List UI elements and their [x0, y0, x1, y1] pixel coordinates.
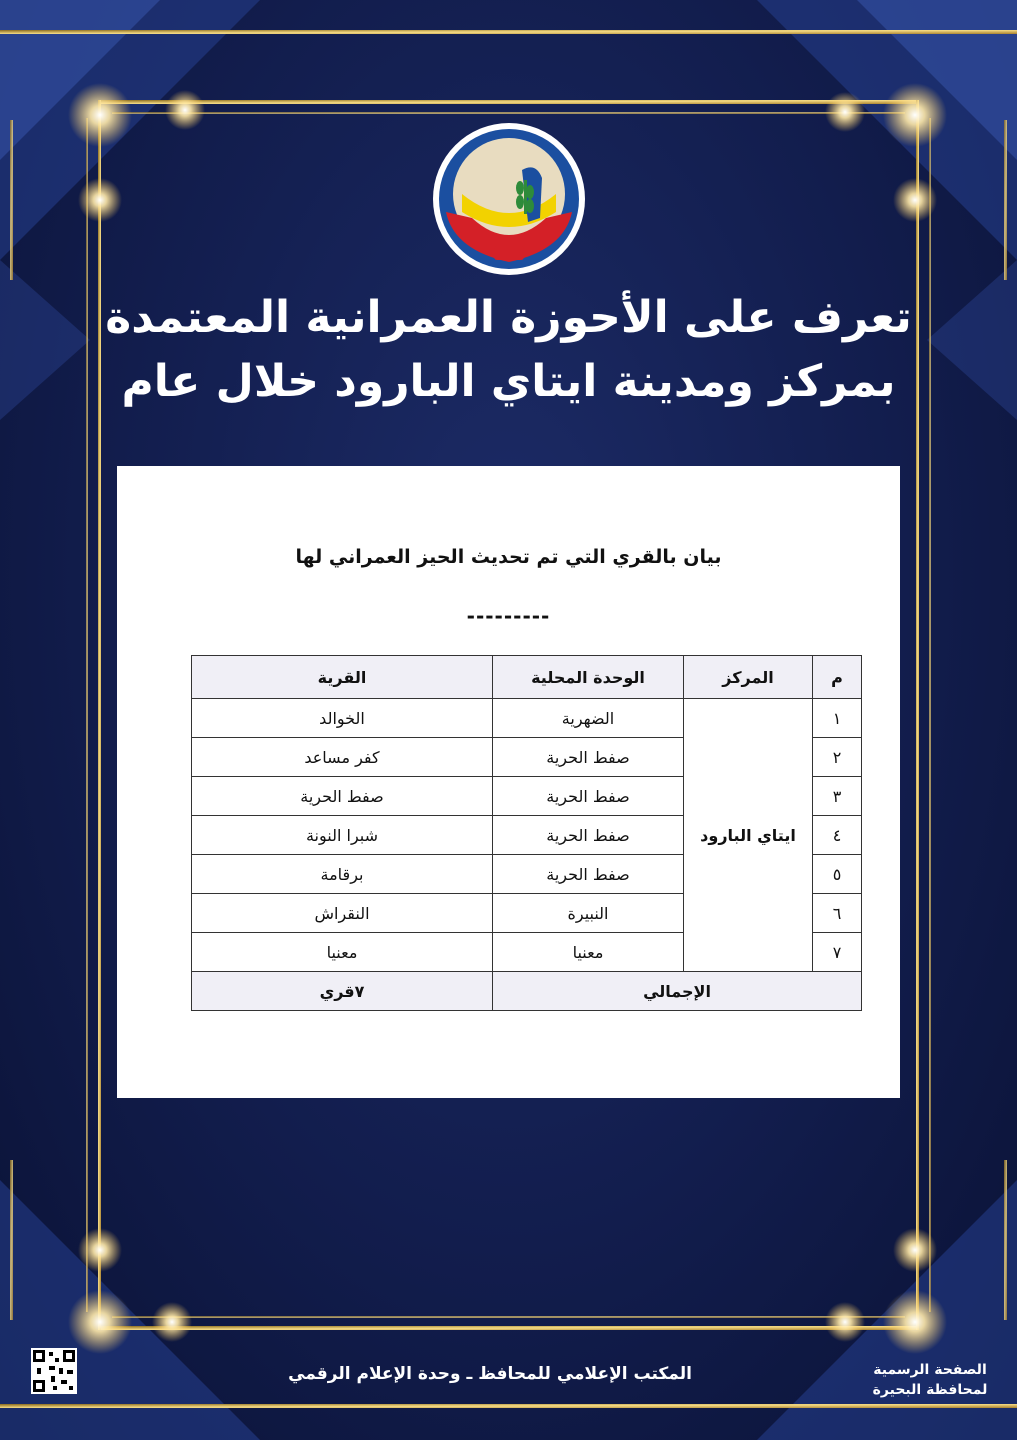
row-num: ٢: [813, 738, 862, 777]
row-village: شبرا النونة: [192, 816, 493, 855]
footer-page-line-2: لمحافظة البحيرة: [872, 1382, 988, 1398]
table-row: [192, 699, 862, 738]
center-name-cell: ايتاي البارود: [684, 699, 813, 972]
qr-code: [31, 1348, 77, 1394]
document-panel: [117, 466, 900, 1098]
row-local-unit: النبيرة: [493, 894, 684, 933]
row-village: النقراش: [192, 894, 493, 933]
footer-media-office: المكتب الإعلامي للمحافظ ـ وحدة الإعلام الرقمي: [288, 1364, 692, 1384]
row-village: صفط الحرية: [192, 777, 493, 816]
row-village: الخوالد: [192, 699, 493, 738]
villages-table: [191, 655, 862, 1011]
footer-official-page: [860, 1360, 1000, 1400]
table-total-row: [192, 972, 862, 1011]
row-local-unit: صفط الحرية: [493, 816, 684, 855]
row-local-unit: الضهرية: [493, 699, 684, 738]
row-local-unit: صفط الحرية: [493, 855, 684, 894]
row-local-unit: صفط الحرية: [493, 777, 684, 816]
governorate-logo: [432, 122, 586, 276]
row-num: ٥: [813, 855, 862, 894]
header-local-unit: الوحدة المحلية: [493, 656, 684, 699]
document-title: بيان بالقري التي تم تحديث الحيز العمراني لها: [295, 546, 722, 568]
row-num: ٦: [813, 894, 862, 933]
row-num: ٣: [813, 777, 862, 816]
row-num: ٧: [813, 933, 862, 972]
row-num: ١: [813, 699, 862, 738]
header-village: القرية: [192, 656, 493, 699]
row-num: ٤: [813, 816, 862, 855]
row-village: معنيا: [192, 933, 493, 972]
row-local-unit: معنيا: [493, 933, 684, 972]
total-value: ٧قري: [192, 972, 493, 1011]
table-header-row: [192, 656, 862, 699]
headline-line-2: بمركز ومدينة ايتاي البارود خلال عام: [121, 356, 896, 407]
header-num: م: [813, 656, 862, 699]
header-center: المركز: [684, 656, 813, 699]
footer-page-line-1: الصفحة الرسمية: [873, 1362, 987, 1378]
total-label: الإجمالي: [493, 972, 862, 1011]
headline-line-1: تعرف على الأحوزة العمرانية المعتمدة: [105, 292, 912, 343]
row-local-unit: صفط الحرية: [493, 738, 684, 777]
row-village: برقامة: [192, 855, 493, 894]
title-separator: ---------: [466, 604, 551, 628]
row-village: كفر مساعد: [192, 738, 493, 777]
